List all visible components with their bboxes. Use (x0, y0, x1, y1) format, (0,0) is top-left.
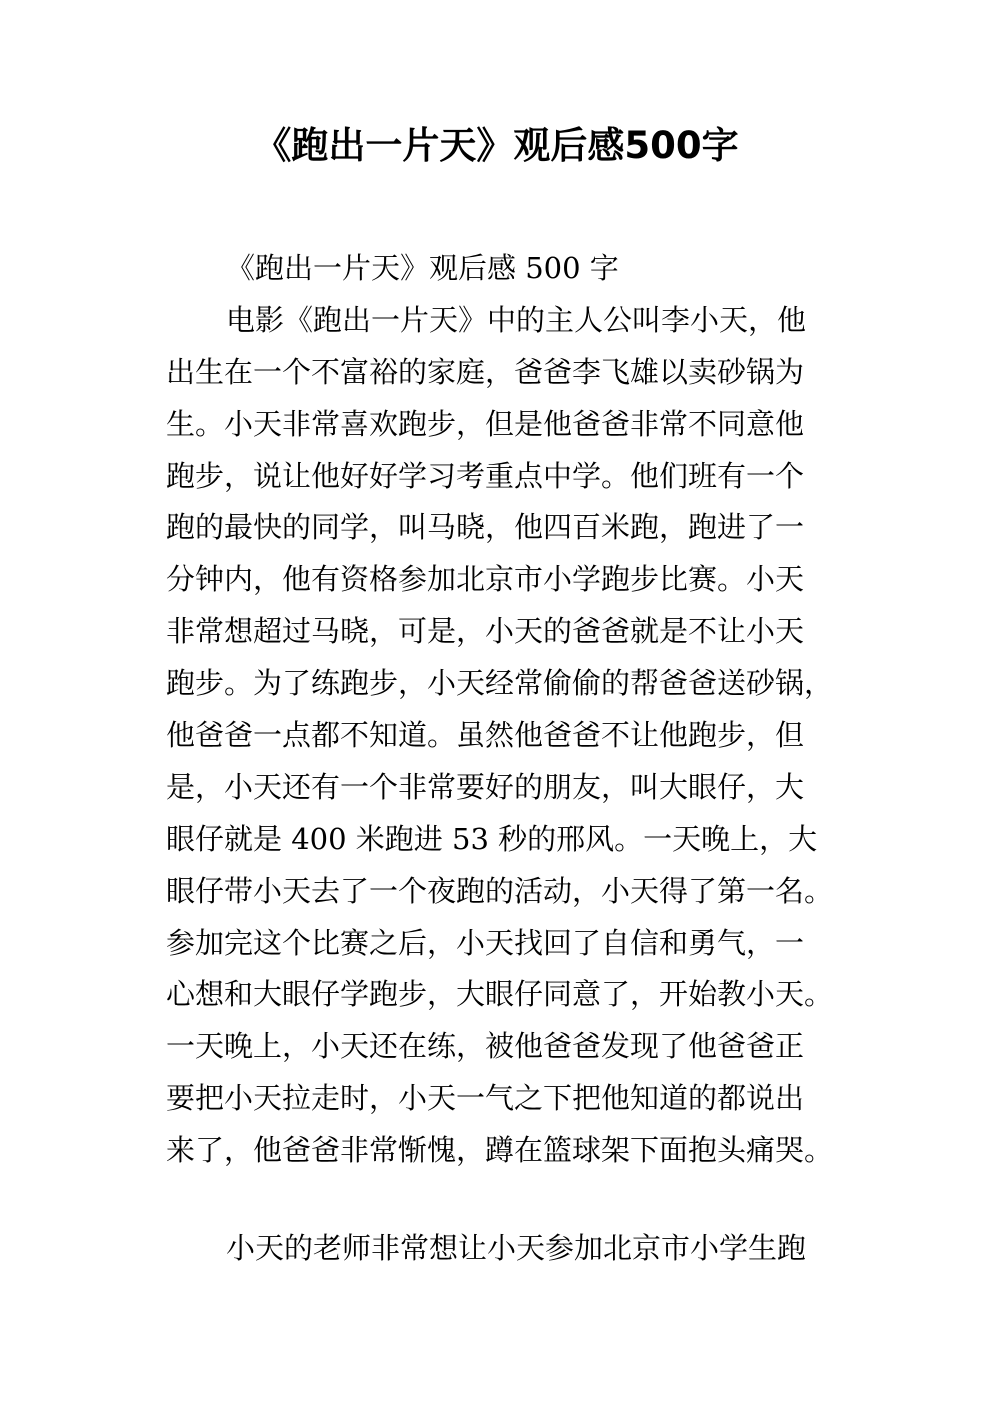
paragraph-line: 他爸爸一点都不知道。虽然他爸爸不让他跑步，但 (166, 718, 805, 753)
paragraph-line: 眼仔就是 400 米跑进 53 秒的邢风。一天晚上，大 (166, 821, 818, 856)
paragraph-2-line: 小天的老师非常想让小天参加北京市小学生跑 (226, 1231, 807, 1266)
paragraph-line: 参加完这个比赛之后，小天找回了自信和勇气，一 (166, 925, 805, 960)
paragraph-line: 跑步。为了练跑步，小天经常偷偷的帮爸爸送砂锅， (166, 666, 834, 701)
paragraph-line: 生。小天非常喜欢跑步，但是他爸爸非常不同意他 (166, 406, 805, 441)
paragraph-line: 非常想超过马晓，可是，小天的爸爸就是不让小天 (166, 614, 805, 649)
paragraph-line: 是，小天还有一个非常要好的朋友，叫大眼仔，大 (166, 769, 805, 804)
paragraph-1 (166, 295, 866, 1177)
paragraph-line: 出生在一个不富裕的家庭，爸爸李飞雄以卖砂锅为 (166, 354, 805, 389)
paragraph-line: 来了，他爸爸非常惭愧，蹲在篮球架下面抱头痛哭。 (166, 1133, 834, 1168)
document-body (166, 243, 866, 1275)
paragraph-line: 分钟内，他有资格参加北京市小学跑步比赛。小天 (166, 562, 805, 597)
paragraph-line: 心想和大眼仔学跑步，大眼仔同意了，开始教小天。 (166, 977, 834, 1012)
paragraph-line: 要把小天拉走时，小天一气之下把他知道的都说出 (166, 1081, 805, 1116)
paragraph-line: 眼仔带小天去了一个夜跑的活动，小天得了第一名。 (166, 873, 834, 908)
paragraph-line: 跑步，说让他好好学习考重点中学。他们班有一个 (166, 458, 805, 493)
document-title: 《跑出一片天》观后感500字 (254, 124, 739, 167)
subtitle-line: 《跑出一片天》观后感 500 字 (226, 251, 619, 285)
paragraph-line: 跑的最快的同学，叫马晓，他四百米跑，跑进了一 (166, 510, 805, 545)
paragraph-line: 一天晚上，小天还在练，被他爸爸发现了他爸爸正 (166, 1029, 805, 1064)
paragraph-line: 电影《跑出一片天》中的主人公叫李小天，他 (226, 302, 807, 337)
